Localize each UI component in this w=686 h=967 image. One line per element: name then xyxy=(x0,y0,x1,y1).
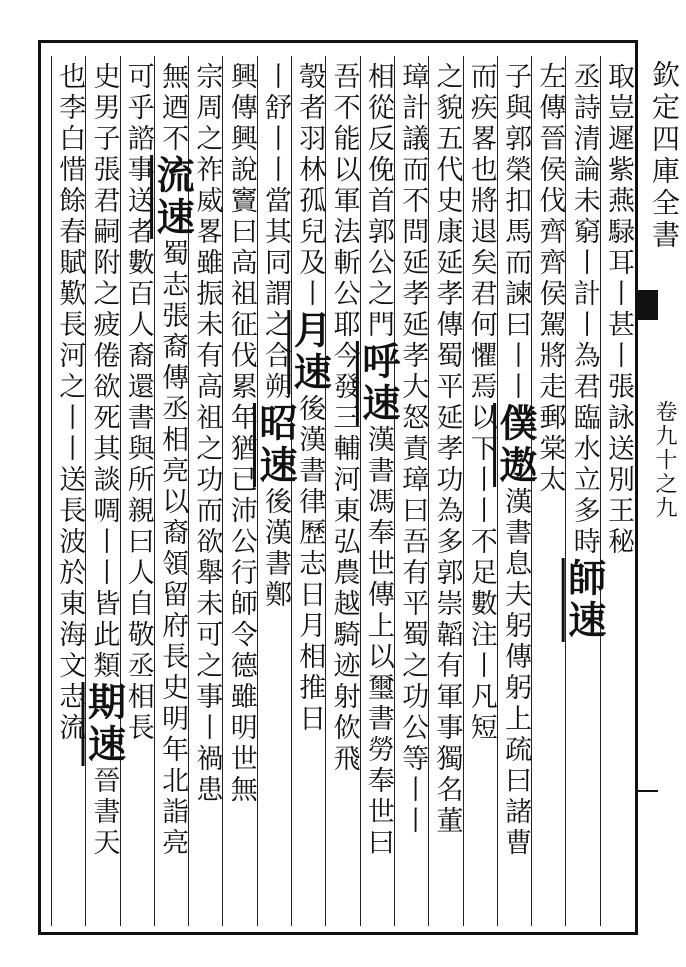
column-text xyxy=(81,56,127,932)
text-segment: 丨舒丨丨當其同謂之合朔 xyxy=(259,62,291,403)
column-text xyxy=(395,56,429,932)
entry-heading: 流速 xyxy=(150,155,196,239)
entry-heading: 呼速 xyxy=(355,341,401,425)
column-text xyxy=(121,56,155,932)
text-segment: 後漢書鄭 xyxy=(259,487,291,611)
text-column xyxy=(120,56,154,926)
text-column xyxy=(81,56,127,926)
column-text xyxy=(287,56,333,932)
column-text xyxy=(326,56,360,932)
text-segment: 興傳興說竇曰高祖征伐累年猶已沛公行師令德雖明世無 xyxy=(225,62,257,806)
book-title: 欽定四庫全書 xyxy=(648,60,681,252)
text-column xyxy=(222,56,256,926)
text-segment: 可乎諮事送者數百人裔還書與所親曰人自敬丞相長 xyxy=(122,62,154,744)
text-segment: 後漢書律歷志日月相推日 xyxy=(294,394,326,735)
text-segment: 吾不能以軍法斬公耶今發三輔河東弘農越騎迹射佽飛 xyxy=(328,62,360,775)
fishtail-mark xyxy=(636,290,658,320)
column-text xyxy=(355,56,401,932)
text-column xyxy=(287,56,333,926)
text-segment: 漢書息夫躬傳躬上疏曰諸曹 xyxy=(500,487,532,859)
text-column xyxy=(325,56,359,926)
text-column xyxy=(355,56,401,926)
column-text xyxy=(493,56,539,932)
text-segment: 左傳晉侯伐齊齊侯駕將走郵棠太 xyxy=(534,62,566,496)
column-text xyxy=(252,56,298,932)
text-column xyxy=(531,56,565,926)
entry-heading: 昭速 xyxy=(252,403,298,487)
text-column xyxy=(463,56,497,926)
entry-heading: 師速 xyxy=(561,558,607,642)
text-column xyxy=(394,56,428,926)
text-segment: 相從反俛首郭公之門 xyxy=(362,62,394,341)
column-text xyxy=(223,56,257,932)
text-segment: 彀者羽林孤兒及丨 xyxy=(294,62,326,310)
text-segment: 宗周之祚威畧雖振未有高祖之功而欲舉未可之事丨禍患 xyxy=(191,62,223,806)
text-column xyxy=(51,56,85,926)
column-text xyxy=(464,56,498,932)
margin-tick xyxy=(636,790,658,792)
text-segment: 無迺不 xyxy=(157,62,189,155)
text-segment: 璋計議而不問延孝延孝大怒責璋曰吾有平蜀之功公等丨丨 xyxy=(397,62,429,837)
text-segment: 之貌五代史康延孝傳蜀平延孝功為多郭崇韜有軍事獨名董 xyxy=(431,62,463,837)
column-text xyxy=(601,56,635,932)
column-text xyxy=(429,56,463,932)
text-column xyxy=(150,56,196,926)
text-segment: 子與郭榮扣馬而諫曰丨丨 xyxy=(500,62,532,403)
column-text xyxy=(532,56,566,932)
text-column xyxy=(252,56,298,926)
text-column xyxy=(428,56,462,926)
entry-heading: 僕遨 xyxy=(493,403,539,487)
text-segment: 丞詩清論未窮丨計丨為君臨水立多時 xyxy=(568,62,600,558)
text-column xyxy=(493,56,539,926)
text-column xyxy=(600,56,634,926)
column-text xyxy=(52,56,86,932)
text-segment: 晉書天 xyxy=(88,766,120,859)
text-segment: 史男子張君嗣附之疲倦欲死其談啁丨丨皆此類 xyxy=(88,62,120,682)
column-text xyxy=(561,56,607,932)
text-segment: 也李白惜餘春賦歎長河之丨丨送長波於東海文志流 xyxy=(54,62,86,744)
text-column xyxy=(561,56,607,926)
volume-label: 卷九十之九 xyxy=(652,400,677,520)
text-segment: 蜀志張裔傳丞相亮以裔領留府長史明年北詣亮 xyxy=(157,239,189,859)
entry-heading: 月速 xyxy=(287,310,333,394)
column-text xyxy=(150,56,196,932)
text-segment: 而疾畧也將退矣君何懼焉以下丨丨不足數注丨凡短 xyxy=(465,62,497,744)
entry-heading: 期速 xyxy=(81,682,127,766)
text-segment: 漢書馮奉世傳上以璽書勞奉世曰 xyxy=(362,425,394,859)
text-segment: 取豈遲紫燕騄耳丨甚丨張詠送別王秘 xyxy=(602,62,634,558)
